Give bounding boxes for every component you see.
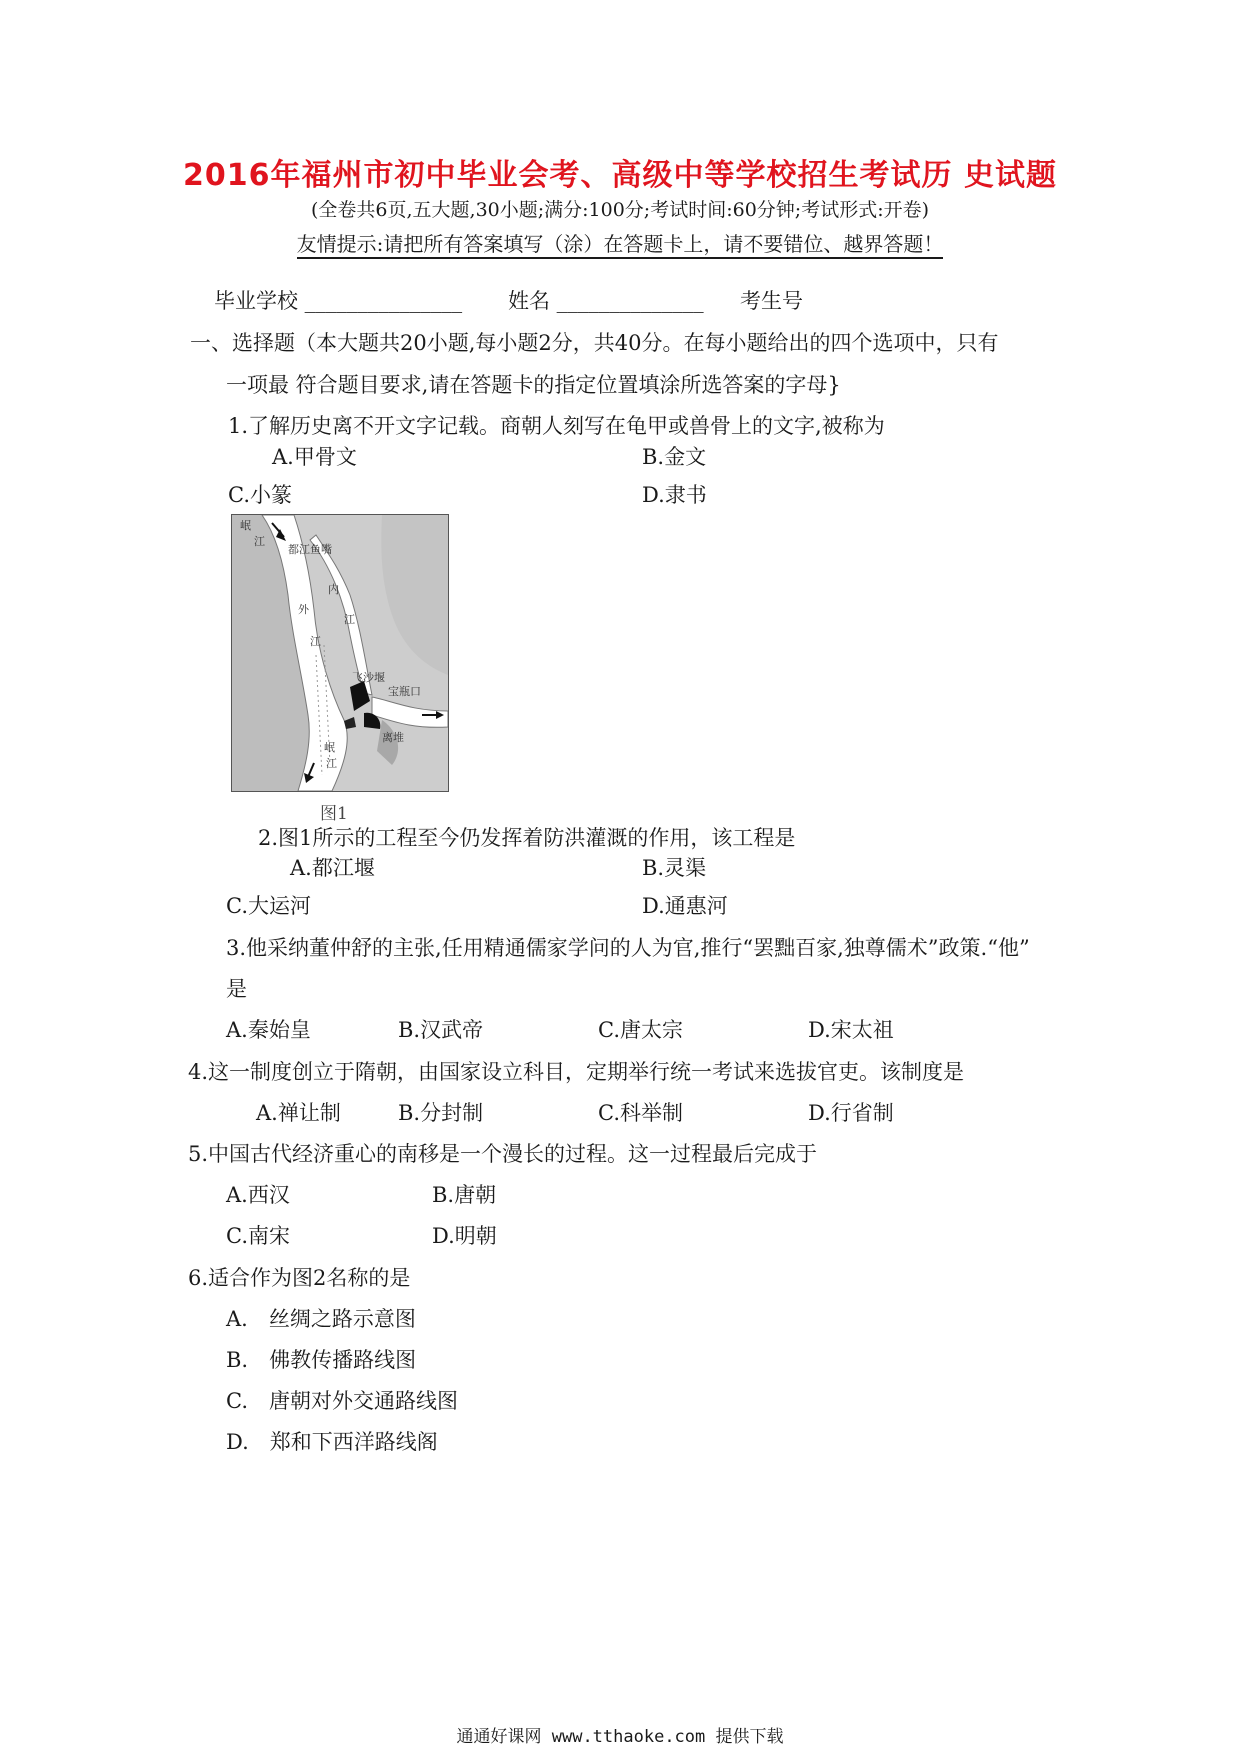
question-4-option-b: B.分封制 [398, 1101, 484, 1125]
school-field: 毕业学校 _______________ [214, 289, 463, 313]
question-2-option-d: D.通惠河 [642, 894, 728, 918]
question-5-option-a: A.西汉 [226, 1183, 290, 1207]
question-6-option-c: C. 唐朝对外交通路线图 [226, 1389, 458, 1413]
question-3-option-d: D.宋太祖 [808, 1018, 894, 1042]
question-3-option-b: B.汉武帝 [398, 1018, 484, 1042]
question-3-option-a: A.秦始皇 [226, 1018, 311, 1042]
question-6-stem: 6.适合作为图2名称的是 [188, 1266, 411, 1290]
question-3-stem: 3.他采纳董仲舒的主张,任用精通儒家学问的人为官,推行“罢黜百家,独尊儒术”政策.“他” [226, 936, 1030, 960]
question-1-option-d: D.隶书 [642, 483, 707, 507]
question-4-stem: 4.这一制度创立于隋朝，由国家设立科目，定期举行统一考试来选拔官吏。该制度是 [188, 1060, 965, 1084]
question-6-option-a: A. 丝绸之路示意图 [226, 1307, 416, 1331]
question-3-option-c: C.唐太宗 [598, 1018, 683, 1042]
map-label-lidui: 离堆 [382, 731, 404, 744]
map-label-feishayan: 飞沙堰 [352, 671, 385, 684]
map-label-wai: 外 [298, 603, 309, 616]
map-label-waijiang: 江 [310, 635, 321, 648]
friendly-tip [0, 228, 1240, 257]
question-6-option-d: D. 郑和下西洋路线阁 [226, 1430, 438, 1454]
question-1-option-a: A.甲骨文 [272, 445, 357, 469]
section-heading-line1: 一、选择题（本大题共20小题,每小题2分，共40分。在每小题给出的四个选项中，只有 [190, 331, 999, 355]
figure-1-caption: 图1 [320, 804, 348, 824]
question-6-option-b: B. 佛教传播路线图 [226, 1348, 417, 1372]
page-footer: 通通好课网 www.tthaoke.com 提供下载 [456, 1727, 784, 1747]
question-2-stem: 2.图1所示的工程至今仍发挥着防洪灌溉的作用，该工程是 [258, 826, 796, 850]
question-5-option-c: C.南宋 [226, 1224, 290, 1248]
section-heading-line2: 一项最 符合题目要求,请在答题卡的指定位置填涂所选答案的字母} [226, 373, 841, 397]
page-title: 2016年福州市初中毕业会考、高级中等学校招生考试历 史试题 [183, 158, 1057, 193]
question-2-option-c: C.大运河 [226, 894, 311, 918]
question-4-option-a: A.禅让制 [256, 1101, 341, 1125]
question-2-option-a: A.都江堰 [290, 856, 375, 880]
map-label-minjiang-bot-1: 岷 [324, 741, 335, 754]
map-label-baopingkou: 宝瓶口 [388, 685, 421, 698]
question-5-stem: 5.中国古代经济重心的南移是一个漫长的过程。这一过程最后完成于 [188, 1142, 818, 1166]
exam-info: (全卷共6页,五大题,30小题;满分:100分;考试时间:60分钟;考试形式:开卷) [310, 199, 930, 221]
map-label-nei: 内 [328, 583, 339, 596]
question-5-option-b: B.唐朝 [432, 1183, 497, 1207]
question-2-option-b: B.灵渠 [642, 856, 707, 880]
question-1-option-c: C.小篆 [228, 483, 292, 507]
map-label-yuzui: 都江鱼嘴 [288, 543, 332, 556]
question-4-option-c: C.科举制 [598, 1101, 683, 1125]
friendly-tip-text: 友情提示:请把所有答案填写（涂）在答题卡上，请不要错位、越界答题！ [297, 232, 944, 259]
question-4-option-d: D.行省制 [808, 1101, 894, 1125]
question-5-option-d: D.明朝 [432, 1224, 497, 1248]
question-1-option-b: B.金文 [642, 445, 707, 469]
question-1-stem: 1.了解历史离不开文字记载。商朝人刻写在龟甲或兽骨上的文字,被称为 [228, 414, 885, 438]
name-field: 姓名 ______________ [508, 289, 704, 313]
map-label-minjiang-bot-2: 江 [326, 757, 337, 770]
map-label-minjiang-top-2: 江 [254, 535, 265, 548]
question-3-stem-cont: 是 [226, 977, 247, 1001]
figure-1-map [231, 514, 449, 792]
map-label-minjiang-top-1: 岷 [240, 519, 251, 532]
map-label-neijiang: 江 [344, 613, 355, 626]
student-number-field: 考生号 [740, 289, 803, 313]
dujiangyan-map [232, 515, 448, 791]
